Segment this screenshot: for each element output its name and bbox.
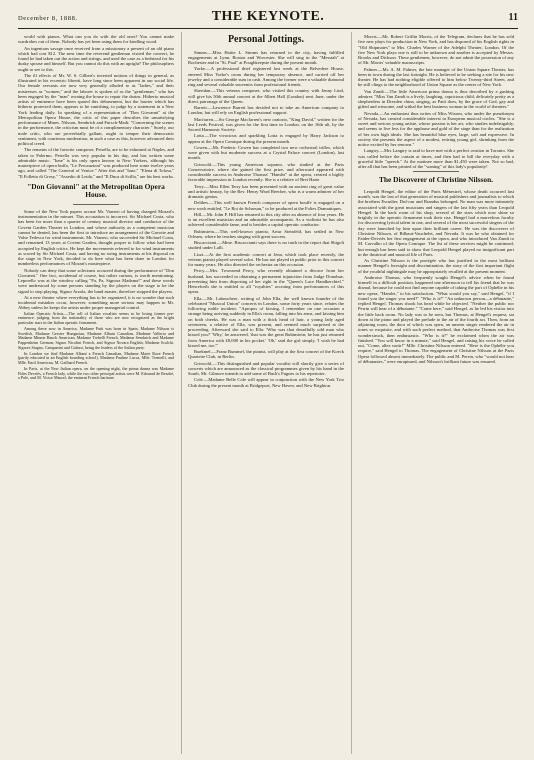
- section-heading-discoverer-nilsson: The Discoverer of Christine Nilsson.: [378, 175, 494, 185]
- jotting-paragraph: Ruekmel.—Franz Rummel, the pianist, will play at the first concert of the Koeck Quartette Club, in Berlin.: [188, 349, 344, 360]
- article-paragraph: Some of the New York papers accuse Mr. Vianesi of having changed Mozart's instrumentation in the minuet. This accusation is incorrect. Sir Michael Costa, who has been for more than a quarter of century musical director and conductor of the Covent Garden Theater in London, and whose authority as a competent musician cannot be denied, has been the first to introduce an arrangement of the Gavotte and Valse Tedesca for wind instruments. Mr. Vianesi, who succeeded Sir Michael Costa, and remained 13 years at Covent Garden, thought proper to follow what had been accepted by English critics. He kept the movements referred to for wind instruments as scored by Sir Michael Costa, and having no string instruments at his disposal on the stage in New York, decided to do here what has been done in London for numberless performances of Mozart's masterpiece.: [18, 208, 174, 267]
- jotting-paragraph: Liszt.—At the first academic concert at Jena, which took place recently, the veteran pianist played several solos. He has not played in public prior to this concert for many years. He also directed the orchestra on this occasion.: [188, 251, 344, 267]
- article-paragraph: Italian Operatic Artists.—The roll of Italian vocalists seems to be losing former pre-eminence, judging from the nationality of those who are now recognized as the bright particular stars in the Italian operatic firmament.: [18, 310, 174, 325]
- jotting-paragraph: Delibes.—This well known French composer of opera bouffe is engaged on a new work entitled, "Le Roi de Scharsau," to be produced at the Folies Dramatiques.: [188, 200, 344, 211]
- jotting-paragraph: Terry.—Miss Ellen Terry has been presented with an ancient ring of great value and artistic beauty, by the Rev. Henry Ward Beecher, who is a warm admirer of her dramatic genius.: [188, 183, 344, 199]
- page-header: [18, 9, 518, 27]
- jotting-paragraph: Nevada.—An enthusiast thus writes of Miss Wixom, who under the pseudonym of Nevada, has created considerable interest in European musical circles. "She is a sweet and serious young artiste, whose passion is her art, who studies indefatigably, and seems to live less for the applause and gold of the stage than for the realization of her own high ideals. She has beautiful blue eyes, large, soft and expressive. In society she presents the aspect of a modest, retiring young girl, shrinking from the notice excited by her renown.": [358, 110, 514, 147]
- jotting-paragraph: Palmer.—Mr. A. M. Palmer, the late manager of the Union Square Theater, has been in town during the last fortnight. He is believed to be seeking a site for his new theater. He has had nothing eligible offered to him below Twenty-third Street, and he still clings to the neighborhood of Union Square as the center of New York.: [358, 66, 514, 88]
- issue-date: December 8, 1888.: [18, 15, 78, 22]
- article-paragraph: Among these now in America, Madame Patti was born in Spain, Madame Nilsson is Swedish, Madame Gerster Hungarian, Madame Albani Canadian, Madame Valleria and Madame Minnie Hauck American, Madame Trebelli French, Madame Sembrich and Madame Pappenheim German; Signor Nicolini French, and Signor Novara English; Madame Scalchi, Signors Stagno, Campanini and Galassi, being the leaders of the Italian party.: [18, 325, 174, 350]
- article-paragraph: The remains of the favorite composer, Petrella, are to be exhumed at Naples, and taken to Palermo. Petrella was very popular in his day, and has written some admirable music. "Ione" is his only opera known to New Yorkers, although his masterpiece of opera buffa, "Le Precauzioni" was produced here some twelve years ago, and called "The Carnival of Venice." After this and "Ione," "Elena di Tolosa," "Il Folletto di Gresy," "Assedio di Leida," and "Il Duca di Scilla," are his best works.: [18, 147, 174, 179]
- jotting-paragraph: Yorke.—A professional thief registered last week at the Belvedere House, entered Miss Yorke's room during her temporary absence, and carried off her jewelry and a considerable sum in cash. Among the former were a valuable diamond ring and several valuable souvenirs from professional friends.: [188, 66, 344, 87]
- article-paragraph: Nobody can deny that some solecisms occurred during the performance of "Don Giovanni." One fact, accidental of course, but rather curious, is worth mentioning. Leporello was at the window calling "Pa, Pa, Signora Madama!" and these words were understood by some persons standing by the players on the stage to be the signal to stop playing. Signor Arzola, the band master, therefore stopped the players.: [18, 267, 174, 294]
- article-paragraph: In London we find Madame Albani a French Canadian, Madame Marie Roze French (partly educated in an English boarding school), Madame Pauline Lucca, Mlle. Tremelli, and Mlle. Emil American, M. Gailhard French.: [18, 350, 174, 365]
- column-left: [18, 34, 174, 754]
- jotting-paragraph: Cole.—Madame Belle Cole will appear in conjunction with the New York Trio Club during the present month at Bridgeport, New Haven, and New Brighton.: [188, 377, 344, 388]
- heading-rule: [73, 204, 119, 205]
- masthead-title: THE KEYNOTE.: [211, 9, 325, 24]
- jotting-paragraph: Ella.—Mr. Labouchere, writing of John Ella, the well known founder of the celebrated "Musical Union" concerts in London, some forty years since, relates the following noble incident: "Apropos of kissing, I remember on one occasion a strange being arriving suddenly in Ella's room, falling into his arms, and kissing him on both cheeks. He was a man with a thick head of hair, a young lady aged seventeen, a relative of Ella, was present, and seemed much surprised at the proceeding. Afterward she said to Ella: 'Who was that dreadfully odd man who kissed you?' 'Why,' he answered, 'that was the great Rubinstein; he has just returned from America with £8,000 in his pocket.' 'Oh,' said the girl simply, 'I wish he had kissed me, too.'": [188, 295, 344, 348]
- article-paragraph: In Paris, at the New Italian opera, on the opening night, the prima donna was Madame Fides Devriès, a French lady, while the two other principal artists were M. Edouard de Reszké, a Pole, and M. Victor Maurel, the eminent French baritone.: [18, 365, 174, 381]
- heading-rule: [413, 171, 459, 172]
- article-paragraph: Ambroise Thomas, who frequently sought Hengel's advice when he found himself in a difficult position, happened one afternoon to tell his friend that he was dismal, because he could not find anyone capable of taking the part of Ophélie in his new opera, "Hamlet," to his satisfaction. "What would you say," said Hengel, "if I found you the singer you need?" "Who is it?" "An unknown person—a débutante," replied Hengel. Thomas shook his head while he objected. "Neither the public nor Perrin will hear of a débutante." "Come here," said Hengel, as he led his visitor into the little back room. No lady was to be seen, but Thomas, at Hengel's request, sat down at the piano and played the prelude to the air of the fourth act. Then, from an adjoining room, the door of which was open, an unseen singer rendered the air in tones so exquisite, and with such perfect method, that Ambroise Thomas was first wonderstruck, then enthusiastic. "Who is it?" he exclaimed when the air was finished. "You will know in a minute," said Hengel, and raising his voice he called out, "Come, allez sortir!" Mlle. Christine Nilsson entered. "Here is the Ophélie you require," said Hengel to Thomas. The engagement of Christine Nilsson at the Paris Opera followed almost immediately. The public and M. Perrin, who "would not hear of débutantes," were enraptured, and Nilsson's brilliant future was ensured.: [358, 274, 514, 364]
- page-number: 11: [508, 12, 518, 23]
- newspaper-page: [18, 0, 518, 760]
- jotting-paragraph: Langtry.—Mrs Langtry is said to have met with a perfect ovation in Toronto. She was called before the curtain at times, and then had to bill the everyday with a graceful little "speech." At the matinee more than $1,450 were taken. Not so bad, after all that has been printed of the "waning" of this lady's popularity!: [358, 148, 514, 169]
- column-divider: [181, 32, 182, 754]
- jotting-paragraph: Morris.—Mr. Robert Griffin Morris, of the Telegram, declares that he has sold five new plays for production in New York, and has disposed of his English rights in "Old Shipmates" to Mrs. Charles Warner of the Adelphi Theater, London. Of the five New York plays one is still to be unknown and another is accepted by Messrs. Brooks and Dickson. These gentlemen, however, do not admit the possession of any of Mr. Morris' valuable manuscripts.: [358, 34, 514, 66]
- section-heading-personal-jottings: Personal Jottings.: [227, 34, 305, 45]
- section-heading-don-giovanni: "Don Giovanni" at the Metropolitan Opera House.: [27, 181, 165, 200]
- jotting-paragraph: Macfarren.—Sir George Macfarren's new oratorio, "King David," written for the last Leeds Festival, was given for the first time in London, on the 16th ult, by the Sacred Harmonic Society.: [188, 116, 344, 132]
- jotting-paragraph: Van Zandt.—The little American prima donna is thus described by a gushing admirer. "Miss Van Zandt is a lively, laughing, capricious child, delicately pretty as a shepherdess in Dresden china, singing, as Patti does, by the grace of God, gay and gifted and winsome, and withal the best business woman in the world of theaters.": [358, 88, 514, 110]
- column-divider: [351, 32, 352, 754]
- header-rule: [18, 28, 518, 29]
- column-right: [358, 34, 514, 754]
- jotting-paragraph: Cowen.—Mr. Frederic Cowen has completed two new orchestral trifles, which were given with but moderate success at a Crystal Palace concert (London), last month.: [188, 144, 344, 161]
- jotting-paragraph: Griswold.—This distinguished and popular vocalist will shortly give a series of concerts which are announced as the classical programmes given by his band in the South, Mr. Gilmore intends to add some of Bach's Fugues to his repertoire.: [188, 360, 344, 376]
- article-paragraph: As Christine Nilsson is the protégée who has justified in the most brilliant manner Hengel's foresight and discrimination, the story of the first important flight of the youthful nightingale may be appropriately recalled at the present moment.: [358, 258, 514, 274]
- column-middle: [188, 34, 344, 754]
- jotting-paragraph: Sheridan.—This veteran composer, who visited this country with Jenny Lind, will give his 50th annual concert at the Albert Hall (London) next June, under the direct patronage of the Queen.: [188, 88, 344, 104]
- jotting-paragraph: Percy.—Mrs. Townsend Percy, who recently obtained a divorce from her husband, has succeeded in obtaining a permanent injunction from Judge Donohue, preventing him from disposing of her right in the "Queen's Lace Handkerchief." Henceforth she is entitled to all "royalties" accruing from performances of this opera.: [188, 268, 344, 295]
- jotting-paragraph: Rubinstein.—This well-known pianist, Artur Steinfeld, has settled in New Orleans, where he teaches singing with great success.: [188, 228, 344, 239]
- article-paragraph: The ill effects of Mr. W. S. Gilbert's inverted notions of things in general, as illustrated in his eccentric libretti, have long since been apparent in our social life. Our female servants are now very generally alluded to as "ladies," and their mistresses as "women," and the laborer is spoken of as the "gentleman," who has been engaged by the "man" owning the house to repair the drains. Hitherto musical artists of eminence have been spared this debasement, but the barrier which has hitherto protected them, appears to be vanishing, to judge by a statement in a New York leading daily. In speaking of a representation of "Don Giovanni" at the Metropolitan Opera House, the critic of this paper describes the unsatisfying performance of Mmes. Nilsson, Sembrich and Fursch-Madi: "Concerning the scenes in the performance, the criticism must be of a complimentary character." Surely, our male critic, who are proverbially gallant, ought to temper their democratic sentiment, with courteous moderation, in such a case as this, however advanced their political creed.: [18, 72, 174, 146]
- jotting-paragraph: Barrett.—Lawrence Barrett has decided not to take an American company to London, but will rely on English professional support.: [188, 105, 344, 116]
- jotting-paragraph: Griswold.—This young American soprano, who studied at the Paris Conservatoire, where she gained the first prize, and afterward appeared with considerable success in Ambroise Thomas' "Hamlet" at the opera, created a highly favorable impression in London recently. She is a relative of Bret Harte.: [188, 161, 344, 183]
- article-paragraph: world with pianos. What can you do with the old ones? You cannot make wardrobes out of them. Nobody has yet been using them for kindling wood.: [18, 34, 174, 45]
- article-paragraph: Leopold Hengel, the editor of the Paris Ménestrel, whose death occurred last month, was the last of that generation of musical publishers and journalists to which the brothers Escudier, Duf-our and Brandus belonged. No man was more intimately associated with the great musicians and singers of the last fifty years than Leopold Hengel. In the back room of his shop, several of the stars which now shine so brightly in the operatic firmament took their rise. Hengel had a marvelous faculty for discovering lyrical talent in one, and several of the most successful singers of the day were launched by him upon their brilliant career. He was the discoverer of Christine Nilsson, of Bilbaut-Vauchelet, and Nevada. It was he who obtained for Faider-Devriès her first engagement at the opera, and who introduced Van Zandt to M. Carvalho of the Opera Comique. The list of these services might be continued, but enough has been said to show that Leopold Hengel played no insignificant part in the theatrical and musical life of Paris.: [358, 188, 514, 257]
- jotting-paragraph: Simms.—Miss Hattie L. Simms has returned to the city, having fulfilled engagements at Lynn, Boston and Worcester. She will sing in the "Messiah" at Rochester and in "St. Paul" at Poughkeepsie during the present month.: [188, 49, 344, 65]
- article-paragraph: At a new theater where everything has to be organized, it is no wonder that such incidental mistakes occur, however, something more serious may happen to Mr. Abbey unless he keeps the artists under proper managerial control.: [18, 294, 174, 311]
- jotting-paragraph: Hill.—Mr. John P. Hill has returned to this city after an absence of four years. He is an excellent musician and an admirable accompanist. As a violinist he has also achieved considerable fame, and is besides a capital operatic conductor.: [188, 211, 344, 228]
- article-paragraph: An ingenious savage once received from a missionary a present of an old piano which had cost $12. The next time the reverend gentleman visited the convert, he found he had taken out the action and strings, and used the case as a bedstead for his dusky spouse and himself. But you cannot do this with an upright? The philosophers ought to see to this.: [18, 45, 174, 72]
- jotting-paragraph: Lotta.—The vivacious and sparkling Lotta is engaged by Harry Jackson to appear at the Opera Comique during the present month.: [188, 133, 344, 144]
- jotting-paragraph: Biscaccianti.—Mme. Biscaccianti says there is no truth in the report that Sbigoli studied under Lalli.: [188, 240, 344, 251]
